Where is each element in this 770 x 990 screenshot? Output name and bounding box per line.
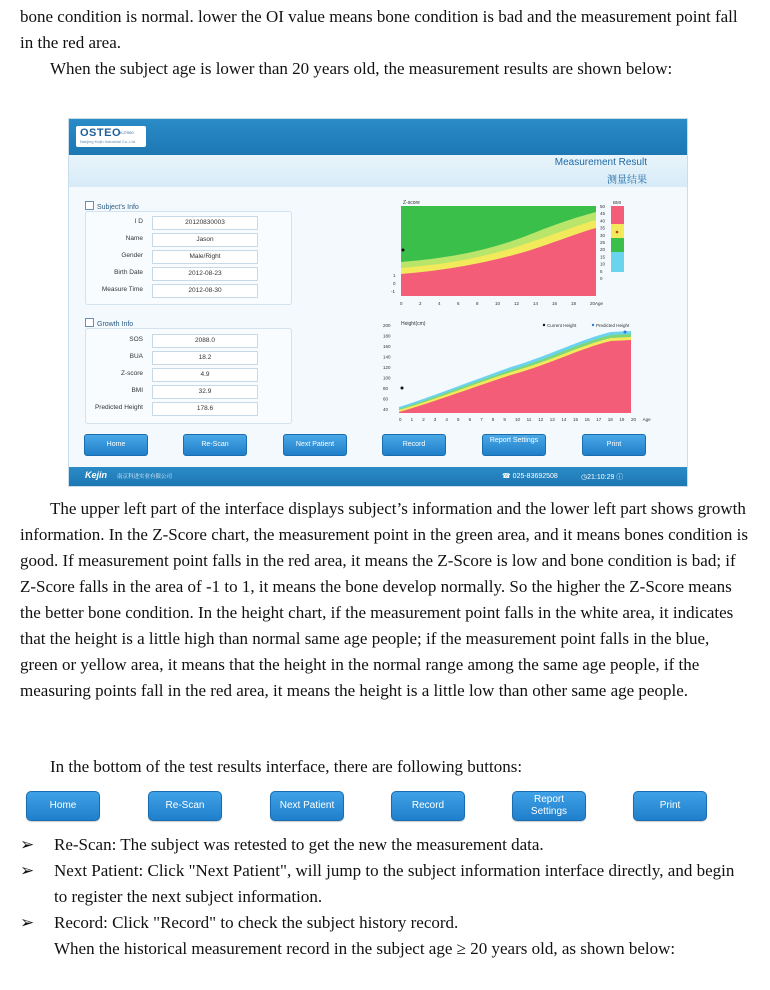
screenshot-home-button: Home (84, 434, 148, 456)
bmi-green-segment (611, 238, 624, 252)
phone-icon: ☎ (502, 473, 513, 480)
measurement-result-screenshot (68, 118, 688, 487)
kejin-logo: Kejin (85, 470, 108, 480)
height-xtick: 1 (410, 417, 414, 422)
zscore-xtick: 18 (571, 301, 577, 306)
height-xtick: 15 (573, 417, 579, 422)
bullet-arrow-icon: ➢ (20, 861, 35, 880)
bmi-tick: 25 (600, 240, 606, 245)
logo-text: OSTEO (80, 127, 122, 139)
zscore-xtick: 0 (400, 301, 403, 306)
record-button[interactable]: Record (391, 791, 465, 821)
bullet-arrow-icon: ➢ (20, 835, 35, 854)
bmi-tick: 10 (600, 261, 606, 267)
zscore-xtick: 2 (419, 301, 422, 306)
height-xtick: 17 (596, 417, 602, 422)
height-xtick: 4 (445, 417, 448, 422)
height-xtick: 2 (422, 417, 425, 422)
bmi-label: BMI (613, 200, 622, 205)
height-ylabel: Height(cm) (401, 321, 426, 327)
subject-info-title: Subject's Info (85, 201, 139, 211)
zscore-ytick-1: 1 (393, 273, 396, 278)
bmi-ticks (600, 204, 606, 281)
clock-icon: ◷ (581, 474, 588, 481)
height-xtick: 10 (515, 417, 521, 422)
home-button[interactable]: Home (26, 791, 100, 821)
height-xtick: 9 (503, 417, 506, 422)
screenshot-title-bar (69, 155, 687, 187)
height-xtick: 18 (607, 417, 613, 422)
bmi-tick: 20 (600, 247, 606, 253)
report-settings-line1: Report (533, 794, 564, 805)
intro-paragraph: bone condition is normal. lower the OI value means bone condition is bad and the measurement point fall in the red area. (20, 7, 738, 52)
height-ytick: 140 (383, 354, 391, 360)
bmi-cyan-segment (611, 252, 624, 272)
height-x-ticks (399, 417, 651, 422)
zscore-measure-point (402, 249, 405, 252)
bullet-rescan: ➢ Re-Scan: The subject was retested to get the new the measurement data. (20, 832, 750, 858)
legend-predicted-marker (592, 324, 594, 326)
bullet-record: ➢ Record: Click "Record" to check the subject history record. (20, 910, 750, 936)
help-icon: ⓘ (614, 474, 624, 481)
zscore-xtick: 4 (438, 301, 441, 306)
growth-info-label: BMI (131, 387, 143, 394)
growth-info-value: 18.2 (152, 351, 258, 365)
subject-info-value: 2012-08-30 (152, 284, 258, 298)
screenshot-record-button: Record (382, 434, 446, 456)
subject-info-label: Birth Date (114, 269, 143, 276)
subject-info-value: 20120830003 (152, 216, 258, 230)
height-ytick: 120 (383, 365, 391, 370)
bmi-tick: 45 (600, 211, 606, 217)
report-settings-line2: Settings (530, 806, 568, 817)
height-xtick: 3 (433, 417, 437, 422)
zscore-xtick: 12 (514, 301, 520, 306)
legend-predicted-height: Predicted Height (596, 323, 630, 328)
subject-info-value: Jason (152, 233, 258, 247)
rescan-button[interactable]: Re-Scan (148, 791, 222, 821)
height-ytick: 100 (383, 375, 391, 381)
height-ytick: 200 (383, 323, 391, 328)
height-y-ticks (383, 323, 391, 412)
growth-info-value: 32.9 (152, 385, 258, 399)
bmi-red-segment (611, 206, 624, 224)
height-xtick: 20 (631, 417, 637, 422)
height-ytick: 80 (383, 386, 389, 391)
growth-info-label: SOS (129, 336, 143, 343)
height-red-area (399, 340, 631, 413)
height-xtick: Age (642, 417, 651, 422)
growth-info-value: 178.6 (152, 402, 258, 416)
height-xtick: 19 (619, 417, 625, 422)
footer-phone: ☎ 025-83692508 (502, 473, 558, 480)
height-xtick: 14 (561, 417, 567, 422)
legend-current-marker (543, 324, 545, 326)
subject-info-label: Measure Time (101, 286, 143, 293)
subject-info-label: Gender (121, 252, 143, 259)
screenshot-header-bar (69, 119, 687, 155)
explanation-paragraph: The upper left part of the interface displays subject’s information and the lower left part shows growth information. In the Z-Score chart, the measurement point in the green area, and it means bones condition is good. If measurement point falls in the red area, it means the Z-Score is low and bone condition is bad; if Z-Score falls in the area of -1 to 1, it means the bone develop normally. So the higher the Z-Score means the better bone condition. In the height chart, if the measurement point falls in the white area, it indicates that the height is a little high than normal same age people; if the measurement point falls in the blue, green or yellow area, it means that the height in the normal range among the same age people, if the measuring points fall in the red area, it means the height is a little low than other same age people. (20, 499, 748, 700)
report-settings-button[interactable] (512, 791, 586, 821)
growth-info-icon (85, 318, 94, 327)
height-ytick: 160 (383, 344, 391, 349)
final-paragraph: When the historical measurement record in the subject age ≥ 20 years old, as shown below: (54, 939, 676, 958)
zscore-xtick: 8 (476, 301, 479, 306)
height-chart (371, 317, 681, 427)
subject-info-value: Male/Right (152, 250, 258, 264)
subject-info-label: I D (134, 218, 143, 225)
bmi-tick: 40 (600, 218, 606, 224)
bmi-tick: 30 (600, 232, 606, 238)
bmi-tick: 15 (600, 254, 606, 260)
height-xtick: 16 (584, 417, 590, 422)
height-xtick: 12 (538, 417, 544, 422)
subject-info-label: Name (125, 235, 143, 242)
growth-info-label: BUA (129, 353, 143, 360)
height-xtick: 8 (491, 417, 495, 422)
screenshot-report-settings-button (482, 434, 546, 456)
growth-info-label: Predicted Height (94, 404, 143, 411)
print-button[interactable]: Print (633, 791, 707, 821)
growth-info-value: 4.9 (152, 368, 258, 382)
bmi-tick: 0 (600, 276, 603, 281)
height-ytick: 40 (383, 407, 389, 412)
age-under-20-paragraph: When the subject age is lower than 20 years old, the measurement results are shown below: (50, 59, 673, 78)
height-xtick: 6 (468, 417, 472, 422)
screenshot-next-patient-button: Next Patient (283, 434, 347, 456)
bullet-next-patient: ➢ Next Patient: Click "Next Patient", will jump to the subject information interface directly, and begin to register the next subject information. (20, 858, 750, 910)
footer-time: ◷21:10:29 ⓘ (581, 474, 624, 481)
measurement-result-title-cn: 测量结果 (607, 175, 647, 186)
bmi-point (616, 231, 619, 234)
subject-info-value: 2012-08-23 (152, 267, 258, 281)
logo-tag: KJ7000 (120, 130, 134, 135)
bullet-arrow-icon: ➢ (20, 913, 35, 932)
kejin-company-name: 南京科进实业有限公司 (117, 474, 173, 480)
zscore-ylabel: Z-score (403, 200, 420, 206)
logo-subtext: Nanjing Kejin Industrial Co.,Ltd. (80, 139, 137, 144)
height-xtick: 7 (480, 417, 483, 422)
growth-info-title: Growth Info (85, 318, 133, 328)
next-patient-button[interactable]: Next Patient (270, 791, 344, 821)
height-ytick: 60 (383, 396, 389, 402)
zscore-xtick: 6 (457, 301, 460, 306)
zscore-xtick: 14 (533, 301, 539, 306)
screenshot-print-button: Print (582, 434, 646, 456)
height-xtick: 11 (526, 417, 532, 422)
screenshot-report-settings-label: Report Settings (489, 437, 539, 444)
height-xtick: 5 (457, 417, 460, 422)
height-current-point (401, 387, 404, 390)
growth-info-label: Z-score (120, 370, 143, 377)
measurement-result-title: Measurement Result (554, 157, 647, 168)
zscore-xtick: 16 (552, 301, 558, 306)
osteo-logo (76, 126, 146, 147)
screenshot-rescan-button: Re-Scan (183, 434, 247, 456)
bmi-tick: 35 (600, 225, 606, 231)
bmi-tick: 5 (600, 268, 603, 274)
zscore-xtick: 20Age (590, 301, 604, 306)
buttons-intro-paragraph: In the bottom of the test results interface, there are following buttons: (50, 757, 523, 776)
growth-info-value: 2088.0 (152, 334, 258, 348)
subject-info-icon (85, 201, 94, 210)
height-predicted-point (624, 331, 627, 334)
zscore-ytick-minus1: -1 (391, 289, 396, 294)
zscore-chart (391, 194, 631, 314)
height-xtick: 0 (399, 417, 402, 422)
screenshot-footer-bar (69, 467, 687, 486)
bmi-tick: 50 (600, 204, 606, 209)
zscore-x-ticks (400, 301, 604, 306)
zscore-xtick: 10 (495, 301, 501, 306)
zscore-ytick-0: 0 (393, 281, 396, 286)
height-ytick: 180 (383, 333, 391, 339)
legend-current-height: Current Height (547, 323, 577, 328)
height-xtick: 13 (549, 417, 555, 422)
